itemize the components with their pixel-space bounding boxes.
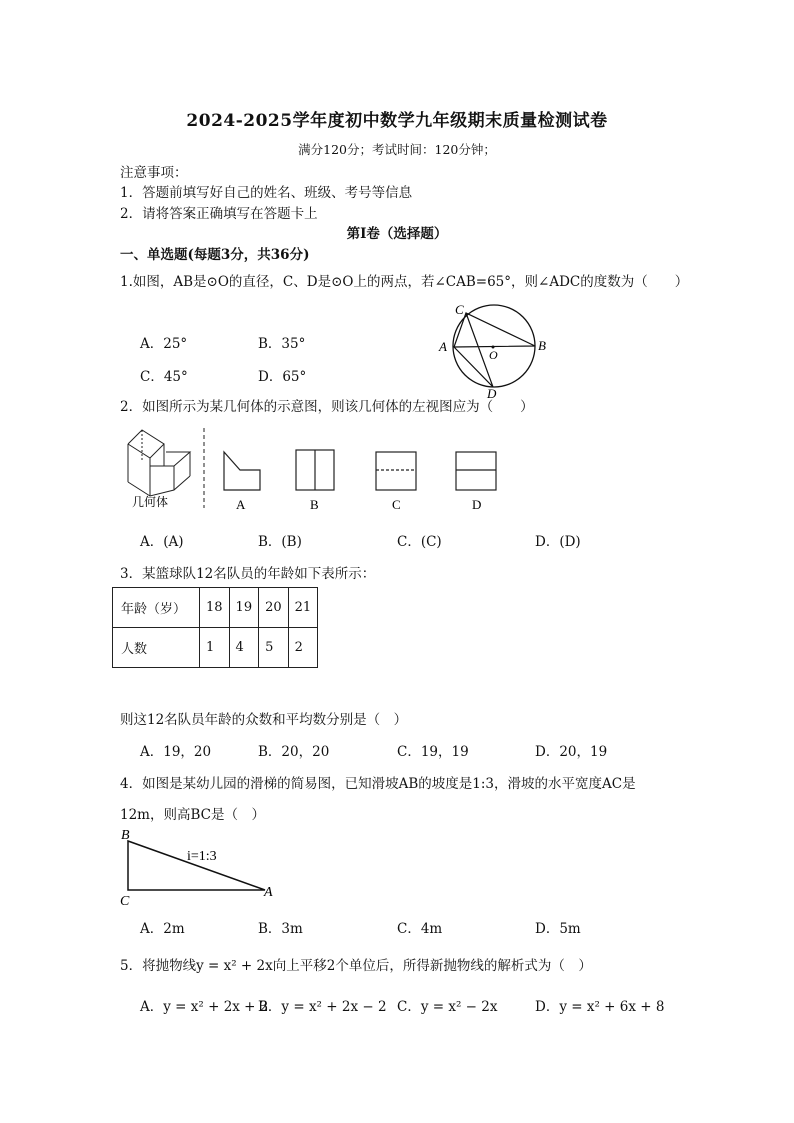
q3-option-d[interactable]: D．20，19 xyxy=(535,744,608,760)
q4-option-d[interactable]: D．5m xyxy=(535,921,581,937)
table-cell: 4 xyxy=(229,628,259,668)
view-a-label: A xyxy=(236,497,246,512)
table-cell: 18 xyxy=(200,588,230,628)
q1-option-a[interactable]: A．25° xyxy=(140,336,188,352)
q4-option-b[interactable]: B．3m xyxy=(258,921,303,937)
view-a xyxy=(224,452,260,490)
q3-option-b[interactable]: B．20，20 xyxy=(258,744,330,760)
table-cell: 5 xyxy=(259,628,289,668)
page-title: 2024-2025学年度初中数学九年级期末质量检测试卷 xyxy=(186,111,608,131)
q5-option-c[interactable]: C．y = x² − 2x xyxy=(397,999,498,1015)
q2-option-b[interactable]: B．(B) xyxy=(258,534,302,550)
q3-stem: 3．某篮球队12名队员的年龄如下表所示： xyxy=(120,566,376,582)
label-c: C xyxy=(455,302,464,317)
table-cell: 人数 xyxy=(113,628,200,668)
label-c: C xyxy=(120,894,130,908)
note-item: 2．请将答案正确填写在答题卡上 xyxy=(120,206,318,222)
q1-option-b[interactable]: B．35° xyxy=(258,336,306,352)
q2-option-c[interactable]: C．(C) xyxy=(397,534,442,550)
table-cell: 1 xyxy=(200,628,230,668)
q1-option-c[interactable]: C．45° xyxy=(140,369,188,385)
q5-option-d[interactable]: D．y = x² + 6x + 8 xyxy=(535,999,665,1015)
slope-label: i=1:3 xyxy=(187,849,217,864)
label-b: B xyxy=(538,338,546,353)
view-c-label: C xyxy=(392,497,401,512)
table-cell: 20 xyxy=(259,588,289,628)
q4-option-c[interactable]: C．4m xyxy=(397,921,443,937)
q5-option-a[interactable]: A．y = x² + 2x + 2 xyxy=(140,999,269,1015)
label-a: A xyxy=(264,885,273,900)
view-c xyxy=(376,452,416,490)
q3-option-a[interactable]: A．19，20 xyxy=(140,744,212,760)
q5-option-b[interactable]: B．y = x² + 2x − 2 xyxy=(258,999,387,1015)
q4-stem-line1: 4．如图是某幼儿园的滑梯的简易图，已知滑坡AB的坡度是1:3，滑坡的水平宽度AC是 xyxy=(120,776,636,792)
table-cell: 19 xyxy=(229,588,259,628)
table-cell: 年龄（岁） xyxy=(113,588,200,628)
q1-stem: 1.如图，AB是⊙O的直径，C、D是⊙O上的两点，若∠CAB=65°，则∠ADC的度数为（ ） xyxy=(120,274,689,290)
part-title: 第I卷（选择题） xyxy=(346,226,448,242)
table-row xyxy=(113,588,318,628)
label-b: B xyxy=(121,828,130,843)
q4-option-a[interactable]: A．2m xyxy=(140,921,185,937)
note-item: 1．答题前填写好自己的姓名、班级、考号等信息 xyxy=(120,185,413,201)
q2-option-a[interactable]: A．(A) xyxy=(140,534,184,550)
notes-heading: 注意事项： xyxy=(120,165,188,181)
solid-sketch xyxy=(128,430,190,496)
q2-option-d[interactable]: D．(D) xyxy=(535,534,581,550)
q5-stem: 5．将抛物线y = x² + 2x向上平移2个单位后，所得新抛物线的解析式为（ ） xyxy=(120,958,592,974)
q2-stem: 2．如图所示为某几何体的示意图，则该几何体的左视图应为（ ） xyxy=(120,399,534,415)
views-figure xyxy=(120,420,520,515)
table-cell: 2 xyxy=(288,628,318,668)
view-d xyxy=(456,452,496,490)
q4-stem-line2: 12m，则高BC是（ ） xyxy=(120,807,265,823)
q1-option-d[interactable]: D．65° xyxy=(258,369,307,385)
q3-option-c[interactable]: C．19，19 xyxy=(397,744,469,760)
q3-question: 则这12名队员年龄的众数和平均数分别是（ ） xyxy=(120,712,408,728)
solid-caption: 几何体 xyxy=(132,495,169,509)
slide-figure xyxy=(115,826,285,908)
table-cell: 21 xyxy=(288,588,318,628)
label-d: D xyxy=(487,386,497,400)
label-a: A xyxy=(439,339,447,354)
circle-figure xyxy=(430,298,560,400)
view-b-label: B xyxy=(310,497,319,512)
age-table xyxy=(112,587,318,668)
exam-info: 满分120分；考试时间：120分钟； xyxy=(298,142,496,157)
section-title: 一、单选题(每题3分，共36分) xyxy=(120,247,310,263)
table-row xyxy=(113,628,318,668)
label-o: O xyxy=(489,348,498,362)
view-d-label: D xyxy=(472,497,482,512)
